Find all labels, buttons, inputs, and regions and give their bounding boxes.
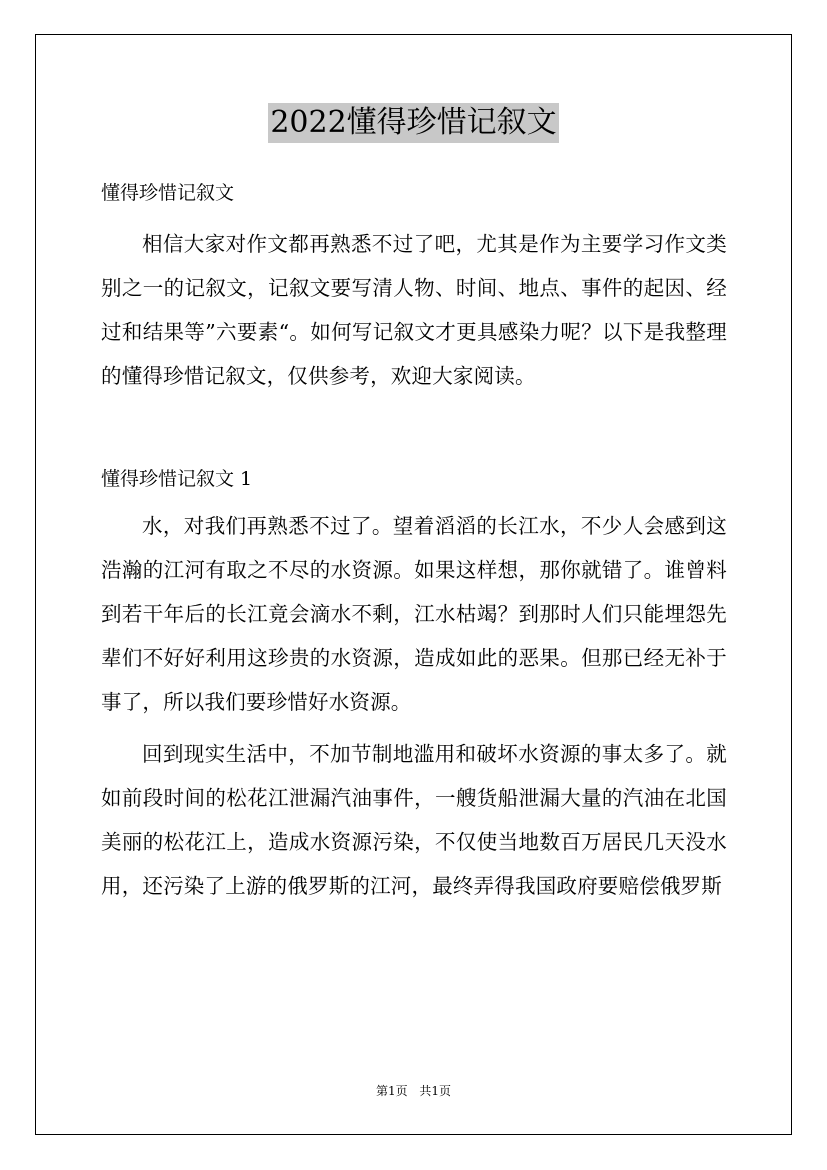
section-heading: 懂得珍惜记叙文 xyxy=(101,182,235,204)
document-title: 2022懂得珍惜记叙文 xyxy=(268,103,558,143)
body-paragraph: 水，对我们再熟悉不过了。望着滔滔的长江水，不少人会感到这浩瀚的江河有取之不尽的水资源。如果这样想，那你就错了。谁曾料到若干年后的长江竟会滴水不剩，江水枯竭？到那时人们只能埋怨先辈们不好好利用这珍贵的水资源，造成如此的恶果。但那已经无补于事了，所以我们要珍惜好水资源。 xyxy=(101,514,727,714)
page-footer xyxy=(0,1083,827,1099)
page-number: 第1页 xyxy=(375,1084,408,1098)
document-title-block xyxy=(0,103,827,143)
section-heading: 懂得珍惜记叙文 1 xyxy=(101,468,253,490)
intro-paragraph: 相信大家对作文都再熟悉不过了吧，尤其是作为主要学习作文类别之一的记叙文，记叙文要写清人物、时间、地点、事件的起因、经过和结果等”六要素“。如何写记叙文才更具感染力呢？以下是我整理的懂得珍惜记叙文，仅供参考，欢迎大家阅读。 xyxy=(101,232,727,388)
document-body xyxy=(101,172,727,908)
page-total: 共1页 xyxy=(419,1084,452,1098)
body-paragraph: 回到现实生活中，不加节制地滥用和破坏水资源的事太多了。就如前段时间的松花江泄漏汽油事件，一艘货船泄漏大量的汽油在北国美丽的松花江上，造成水资源污染，不仅使当地数百万居民几天没水用，还污染了上游的俄罗斯的江河，最终弄得我国政府要赔偿俄罗斯 xyxy=(101,742,727,898)
